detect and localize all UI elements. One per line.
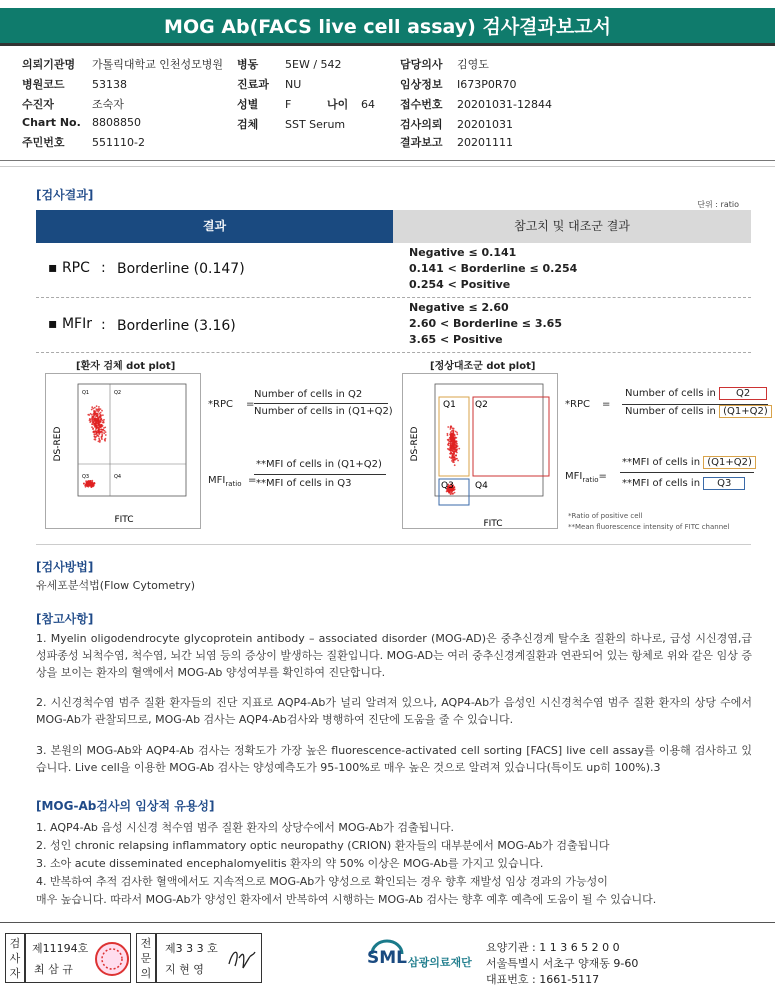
mfi-formula-label: $MFI_{ratio}$ bbox=[208, 475, 242, 488]
org-phone: 대표번호 : 1661-5117 bbox=[486, 973, 600, 986]
clinical-title: [MOG-Ab검사의 임상적 유용성] bbox=[36, 799, 215, 813]
cell-dot bbox=[455, 451, 457, 453]
rpc-name: ▪ RPC bbox=[48, 260, 90, 276]
cell-dot bbox=[456, 432, 458, 434]
cell-dot bbox=[97, 430, 99, 432]
org-code: 요양기관 : 1 1 3 6 5 2 0 0 bbox=[486, 941, 620, 954]
cell-dot bbox=[89, 418, 91, 420]
cell-dot bbox=[99, 431, 101, 433]
cell-dot bbox=[455, 445, 457, 447]
y-axis-label: DS-RED bbox=[410, 426, 420, 462]
mfir-sep: : bbox=[101, 317, 106, 333]
cell-dot bbox=[92, 428, 94, 430]
cell-dot bbox=[99, 440, 101, 442]
cell-dot bbox=[454, 492, 456, 494]
cell-dot bbox=[452, 450, 454, 452]
control-plot-title: [정상대조군 dot plot] bbox=[430, 361, 536, 372]
chart-label: Chart No. bbox=[22, 116, 81, 129]
specimen-label: 검체 bbox=[237, 118, 259, 131]
note-2: 2. 시신경척수염 범주 질환 환자들의 진단 지표로 AQP4-Ab가 널리 알려져 있으나, AQP4-Ab가 음성인 시신경척수염 범주 질환 환자의 상당 수에서 MOG-Ab가 관찰되므로, MOG-Ab 검사는 AQP4-Ab검사와 병행하여 진단에 도움을 줄 수 있습니다. bbox=[36, 696, 752, 726]
section-divider bbox=[36, 544, 751, 545]
cell-dot bbox=[97, 432, 99, 434]
cell-dot bbox=[454, 435, 456, 437]
cell-dot bbox=[99, 416, 101, 418]
footer-divider bbox=[0, 922, 775, 923]
q2-label: Q2 bbox=[114, 390, 122, 396]
cell-dot bbox=[100, 418, 102, 420]
specialist-box bbox=[156, 933, 262, 983]
cell-dot bbox=[104, 427, 106, 429]
cell-dot bbox=[450, 447, 452, 449]
cell-dot bbox=[89, 480, 91, 482]
report-title: MOG Ab(FACS live cell assay) 검사결과보고서 bbox=[0, 8, 775, 46]
cell-dot bbox=[101, 433, 103, 435]
patient-dot-plot-svg bbox=[46, 374, 200, 528]
cell-dot bbox=[95, 420, 97, 422]
dept-label: 진료과 bbox=[237, 78, 269, 91]
cell-dot bbox=[87, 414, 89, 416]
doctor-label: 담당의사 bbox=[400, 58, 443, 71]
specimen-value: SST Serum bbox=[285, 118, 346, 131]
cell-dot bbox=[448, 443, 450, 445]
cell-dot bbox=[454, 458, 456, 460]
cell-dot bbox=[448, 440, 450, 442]
rpc-sep: : bbox=[101, 260, 106, 276]
cell-dot bbox=[450, 452, 452, 454]
q1-label: Q1 bbox=[443, 400, 456, 410]
fraction-line bbox=[254, 403, 388, 404]
method-text: 유세포분석법(Flow Cytometry) bbox=[36, 579, 196, 592]
cell-dot bbox=[450, 441, 452, 443]
reference-column-header: 참고치 및 대조군 결과 bbox=[393, 210, 751, 243]
cell-dot bbox=[451, 493, 453, 495]
cell-dot bbox=[457, 460, 459, 462]
receipt-value: 20201031-12844 bbox=[457, 98, 552, 111]
cell-dot bbox=[103, 432, 105, 434]
institution-label: 의뢰기관명 bbox=[22, 58, 76, 71]
rpc-denominator: Number of cells in (Q1+Q2) bbox=[254, 406, 393, 417]
rpc-numerator: Number of cells in Q2 bbox=[254, 389, 363, 400]
id-label: 주민번호 bbox=[22, 136, 65, 149]
tester-box bbox=[25, 933, 131, 983]
cell-dot bbox=[454, 437, 456, 439]
report-date-value: 20201111 bbox=[457, 136, 513, 149]
tester-label: 검 사 자 bbox=[5, 933, 25, 983]
q1-label: Q1 bbox=[82, 390, 90, 396]
cell-dot bbox=[454, 447, 456, 449]
cell-dot bbox=[455, 454, 457, 456]
cell-dot bbox=[453, 437, 455, 439]
cell-dot bbox=[87, 483, 89, 485]
cell-dot bbox=[98, 419, 100, 421]
org-address: 서울특별시 서초구 양재동 9-60 bbox=[486, 957, 639, 970]
cell-dot bbox=[456, 433, 458, 435]
cell-dot bbox=[453, 453, 455, 455]
q4-label: Q4 bbox=[114, 474, 122, 480]
mfir-reference: Negative ≤ 2.60 2.60 < Borderline ≤ 3.65 3.65 < Positive bbox=[409, 301, 562, 346]
cell-dot bbox=[94, 436, 96, 438]
ward-value: 5EW / 542 bbox=[285, 58, 342, 71]
request-value: 20201031 bbox=[457, 118, 513, 131]
clinical-item: 1. AQP4-Ab 음성 시신경 척수염 범주 질환 환자의 상당수에서 MOG-Ab가 검출됩니다. bbox=[36, 821, 454, 834]
cell-dot bbox=[458, 448, 460, 450]
cell-dot bbox=[453, 431, 455, 433]
q3-label: Q3 bbox=[82, 474, 90, 480]
tester-license: 제11194호 bbox=[32, 942, 89, 955]
cell-dot bbox=[91, 418, 93, 420]
cell-dot bbox=[90, 413, 92, 415]
cell-dot bbox=[105, 431, 107, 433]
q3-label: Q3 bbox=[441, 481, 454, 491]
cell-dot bbox=[452, 458, 454, 460]
logo-text: SML bbox=[367, 948, 407, 968]
method-title: [검사방법] bbox=[36, 560, 94, 574]
mfir-value: Borderline (3.16) bbox=[117, 318, 236, 334]
clinical-info-label: 임상정보 bbox=[400, 78, 443, 91]
cell-dot bbox=[105, 434, 107, 436]
cell-dot bbox=[447, 426, 449, 428]
cell-dot bbox=[83, 483, 85, 485]
specialist-license: 제3 3 3 호 bbox=[165, 942, 218, 955]
sex-label: 성별 bbox=[237, 98, 259, 111]
cell-dot bbox=[447, 434, 449, 436]
control-dot-plot-svg bbox=[403, 374, 557, 528]
cell-dot bbox=[103, 419, 105, 421]
cell-dot bbox=[452, 453, 454, 455]
cell-dot bbox=[100, 408, 102, 410]
control-dot-plot bbox=[402, 373, 558, 529]
hospital-code-label: 병원코드 bbox=[22, 78, 65, 91]
cell-dot bbox=[103, 422, 105, 424]
clinical-item: 3. 소아 acute disseminated encephalomyelitis 환자의 약 50% 이상은 MOG-Ab를 가지고 있습니다. bbox=[36, 857, 544, 870]
fraction-line bbox=[620, 472, 754, 473]
cell-dot bbox=[85, 484, 87, 486]
specialist-label: 전 문 의 bbox=[136, 933, 156, 983]
cell-dot bbox=[93, 431, 95, 433]
rpc-value: Borderline (0.147) bbox=[117, 261, 245, 277]
cell-dot bbox=[91, 426, 93, 428]
mfi-numerator-2: **MFI of cells in (Q1+Q2) bbox=[622, 457, 756, 468]
id-value: 551110-2 bbox=[92, 136, 145, 149]
sex-value: F bbox=[285, 98, 292, 111]
cell-dot bbox=[101, 410, 103, 412]
result-column-header: 결과 bbox=[36, 210, 393, 243]
unit-label: 단위 : ratio bbox=[697, 200, 739, 209]
cell-dot bbox=[450, 443, 452, 445]
chart-value: 8808850 bbox=[92, 116, 141, 129]
cell-dot bbox=[100, 421, 102, 423]
clinical-item: 4. 반복하여 추적 검사한 혈액에서도 지속적으로 MOG-Ab가 양성으로 확인되는 경우 향후 재발성 임상 경과의 가능성이 bbox=[36, 875, 608, 888]
cell-dot bbox=[94, 439, 96, 441]
cell-dot bbox=[97, 423, 99, 425]
cell-dot bbox=[99, 428, 101, 430]
mfi-numerator: **MFI of cells in (Q1+Q2) bbox=[256, 459, 382, 470]
cell-dot bbox=[452, 457, 454, 459]
specialist-name: 지 현 영 bbox=[165, 963, 204, 976]
note-1: 1. Myelin oligodendrocyte glycoprotein antibody – associated disorder (MOG-AD)은 중추신경계 탈수초 질환의 하나로, 급성 시신경염,급성파종성 뇌척수염, 척수염, 뇌간 뇌염 등의 증상이 발생하는 질환입니다. MOG-AD는 여러 중추신경계질환과 연관되어 있는 항체로 위와 같은 임상 증상을 보이는 환자의 혈액에서 MOG-Ab 양성여부를 확인하여 진단합니다. bbox=[36, 632, 752, 679]
cell-dot bbox=[450, 426, 452, 428]
cell-dot bbox=[98, 424, 100, 426]
cell-dot bbox=[102, 429, 104, 431]
cell-dot bbox=[93, 410, 95, 412]
cell-dot bbox=[99, 426, 101, 428]
rpc-formula-label: *RPC bbox=[208, 399, 233, 410]
receipt-label: 접수번호 bbox=[400, 98, 443, 111]
y-axis-label: DS-RED bbox=[53, 426, 63, 462]
q2-label: Q2 bbox=[475, 400, 488, 410]
rpc-formula-label-2: *RPC bbox=[565, 399, 590, 410]
cell-dot bbox=[102, 431, 104, 433]
institution-value: 가톨릭대학교 인천성모병원 bbox=[92, 58, 224, 71]
cell-dot bbox=[97, 411, 99, 413]
cell-dot bbox=[95, 410, 97, 412]
mfi-denominator: **MFI of cells in Q3 bbox=[256, 478, 352, 489]
cell-dot bbox=[94, 482, 96, 484]
examinee-value: 조숙자 bbox=[92, 98, 124, 111]
cell-dot bbox=[94, 412, 96, 414]
cell-dot bbox=[95, 430, 97, 432]
cell-dot bbox=[96, 413, 98, 415]
cell-dot bbox=[453, 430, 455, 432]
cell-dot bbox=[456, 446, 458, 448]
rpc-denominator-2: Number of cells in (Q1+Q2) bbox=[625, 406, 772, 417]
report-date-label: 결과보고 bbox=[400, 136, 443, 149]
cell-dot bbox=[102, 414, 104, 416]
cell-dot bbox=[451, 435, 453, 437]
row-divider bbox=[36, 297, 751, 298]
ward-label: 병동 bbox=[237, 58, 259, 71]
cell-dot bbox=[94, 407, 96, 409]
cell-dot bbox=[449, 456, 451, 458]
cell-dot bbox=[98, 438, 100, 440]
rpc-numerator-2: Number of cells in Q2 bbox=[625, 387, 767, 400]
age-label: 나이 bbox=[327, 98, 349, 111]
cell-dot bbox=[93, 424, 95, 426]
mfi-formula-label-2: $MFI_{ratio}=$ bbox=[565, 471, 607, 484]
cell-dot bbox=[454, 464, 456, 466]
q4-label: Q4 bbox=[475, 481, 488, 491]
cell-dot bbox=[92, 422, 94, 424]
x-axis-label: FITC bbox=[114, 515, 134, 525]
tester-seal-icon bbox=[94, 939, 130, 979]
row-divider bbox=[36, 352, 751, 353]
cell-dot bbox=[451, 439, 453, 441]
cell-dot bbox=[101, 438, 103, 440]
fraction-line bbox=[254, 474, 386, 475]
cell-dot bbox=[87, 481, 89, 483]
age-value: 64 bbox=[361, 98, 375, 111]
mfir-name: ▪ MFIr bbox=[48, 316, 92, 332]
org-name: 삼광의료재단 bbox=[408, 956, 472, 969]
cell-dot bbox=[99, 413, 101, 415]
cell-dot bbox=[92, 408, 94, 410]
mfi-denominator-2: **MFI of cells in Q3 bbox=[622, 477, 745, 490]
cell-dot bbox=[95, 427, 97, 429]
cell-dot bbox=[96, 435, 98, 437]
note-3: 3. 본원의 MOG-Ab와 AQP4-Ab 검사는 정확도가 가장 높은 fluorescence-activated cell sorting [FACS] live cell assay를 이용해 검사하고 있습니다. Live cell을 이용한 MOG-Ab 검사는 양성예측도가 95-100%로 매우 높은 것으로 알려져 있습니다(특이도 up히 100%).3 bbox=[36, 744, 752, 774]
header-divider bbox=[0, 160, 775, 161]
notes-title: [참고사항] bbox=[36, 612, 94, 626]
cell-dot bbox=[449, 449, 451, 451]
doctor-value: 김영도 bbox=[457, 58, 489, 71]
request-label: 검사의뢰 bbox=[400, 118, 443, 131]
patient-plot-title: [환자 검체 dot plot] bbox=[76, 361, 176, 372]
cell-dot bbox=[452, 443, 454, 445]
cell-dot bbox=[102, 420, 104, 422]
cell-dot bbox=[454, 440, 456, 442]
cell-dot bbox=[98, 406, 100, 408]
x-axis-label: FITC bbox=[483, 519, 503, 528]
cell-dot bbox=[95, 424, 97, 426]
cell-dot bbox=[96, 405, 98, 407]
results-section-title: [검사결과] bbox=[36, 188, 94, 202]
cell-dot bbox=[105, 438, 107, 440]
cell-dot bbox=[91, 486, 93, 488]
cell-dot bbox=[450, 428, 452, 430]
clinical-info-value: I673P0R70 bbox=[457, 78, 517, 91]
cell-dot bbox=[456, 443, 458, 445]
tester-name: 최 삼 규 bbox=[34, 963, 73, 976]
header-divider-2 bbox=[0, 166, 775, 167]
cell-dot bbox=[89, 421, 91, 423]
cell-dot bbox=[92, 423, 94, 425]
cell-dot bbox=[453, 428, 455, 430]
cell-dot bbox=[92, 483, 94, 485]
clinical-item: 2. 성인 chronic relapsing inflammatory optic neuropathy (CRION) 환자들의 대부분에서 MOG-Ab가 검출됩니다 bbox=[36, 839, 610, 852]
hospital-code-value: 53138 bbox=[92, 78, 127, 91]
dept-value: NU bbox=[285, 78, 302, 91]
cell-dot bbox=[450, 493, 452, 495]
clinical-item: 매우 높습니다. 따라서 MOG-Ab가 양성인 환자에서 반복하여 시행하는 MOG-Ab 검사는 향후 예후 예측에 도움이 될 수 있습니다. bbox=[36, 893, 657, 906]
patient-dot-plot bbox=[45, 373, 201, 529]
footnote-mfi: **Mean fluorescence intensity of FITC channel bbox=[568, 523, 730, 531]
footnote-ratio: *Ratio of positive cell bbox=[568, 512, 643, 520]
cell-dot bbox=[97, 421, 99, 423]
signature-icon bbox=[225, 944, 259, 974]
cell-dot bbox=[91, 409, 93, 411]
cell-dot bbox=[93, 433, 95, 435]
cell-dot bbox=[95, 418, 97, 420]
examinee-label: 수진자 bbox=[22, 98, 54, 111]
rpc-reference: Negative ≤ 0.141 0.141 < Borderline ≤ 0.254 0.254 < Positive bbox=[409, 246, 578, 291]
